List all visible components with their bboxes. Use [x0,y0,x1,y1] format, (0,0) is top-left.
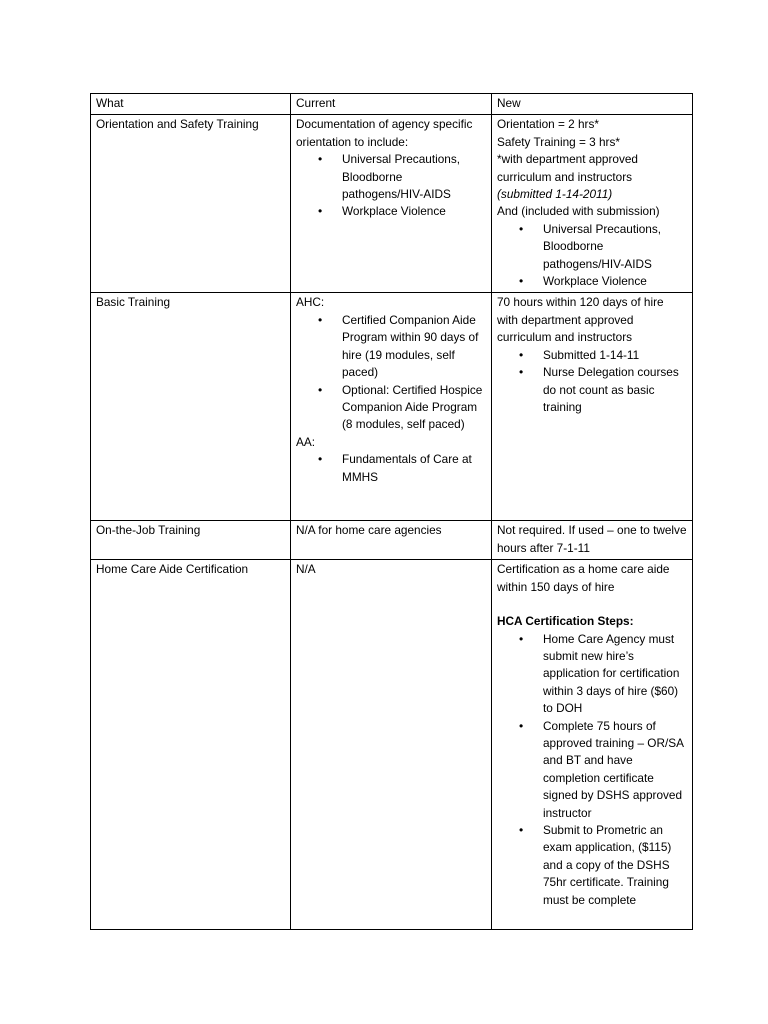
list-item: • Certified Companion Aide Program within 90 days of hire (19 modules, self paced) [342,312,486,382]
training-comparison-table [90,93,693,930]
table-row [91,115,693,293]
row-ojt-current: N/A for home care agencies [291,521,492,560]
list-item: • Universal Precautions, Bloodborne pathogens/HIV-AIDS [543,221,687,273]
orientation-current-intro: Documentation of agency specific orientation to include: [296,117,473,149]
basic-current-ahc-label: AHC: [296,295,325,310]
row-ojt-new: Not required. If used – one to twelve hours after 7-1-11 [492,521,693,560]
hca-steps-list [497,631,687,910]
row-orientation-new [492,115,693,293]
orientation-new-list [497,221,687,291]
row-basic-what: Basic Training [91,293,291,521]
basic-current-ahc-list [296,312,486,434]
list-item: • Fundamentals of Care at MMHS [342,451,486,486]
list-item: • Submit to Prometric an exam application, ($115) and a copy of the DSHS 75hr certificate. Training must be complete [543,822,687,909]
list-item: • Workplace Violence [342,203,486,220]
orientation-new-submitted: (submitted 1-14-2011) [497,187,613,202]
hca-steps-title: HCA Certification Steps: [497,614,634,629]
row-hca-current: N/A [291,560,492,930]
orientation-new-line1: Orientation = 2 hrs* [497,117,599,132]
orientation-new-line3: *with department approved curriculum and instructors [497,152,638,184]
orientation-new-line2: Safety Training = 3 hrs* [497,134,620,149]
header-new: New [492,94,693,115]
basic-current-aa-list [296,451,486,486]
basic-new-intro: 70 hours within 120 days of hire with department approved curriculum and instructors [497,295,664,345]
row-orientation-what: Orientation and Safety Training [91,115,291,293]
basic-new-list [497,347,687,417]
list-item: • Universal Precautions, Bloodborne pathogens/HIV-AIDS [342,151,486,203]
header-what: What [91,94,291,115]
basic-current-aa-label: AA: [296,434,316,449]
row-ojt-what: On-the-Job Training [91,521,291,560]
row-basic-current [291,293,492,521]
list-item: • Home Care Agency must submit new hire’s application for certification within 3 days of hire ($60) to DOH [543,631,687,718]
orientation-new-line4: And (included with submission) [497,204,660,219]
header-current: Current [291,94,492,115]
table-row [91,521,693,560]
list-item: • Submitted 1-14-11 [543,347,687,364]
row-basic-new [492,293,693,521]
table-header-row [91,94,693,115]
row-hca-new [492,560,693,930]
table-row [91,560,693,930]
list-item: • Nurse Delegation courses do not count as basic training [543,364,687,416]
list-item: • Complete 75 hours of approved training – OR/SA and BT and have completion certificate signed by DSHS approved instructor [543,718,687,822]
row-orientation-current [291,115,492,293]
list-item: • Workplace Violence [543,273,687,290]
list-item: • Optional: Certified Hospice Companion Aide Program (8 modules, self paced) [342,382,486,434]
row-hca-what: Home Care Aide Certification [91,560,291,930]
table-row [91,293,693,521]
orientation-current-list [296,151,486,221]
spacer [497,596,687,613]
hca-new-intro: Certification as a home care aide within 150 days of hire [497,562,670,594]
